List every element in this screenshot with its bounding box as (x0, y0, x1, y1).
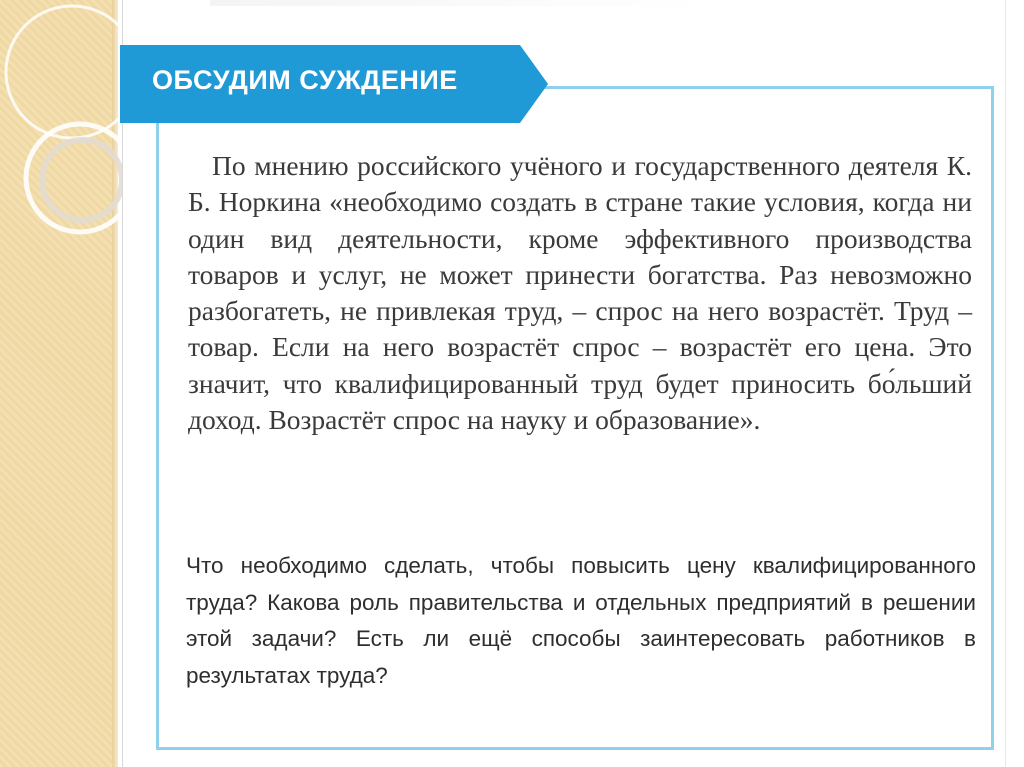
page-edge (1005, 0, 1006, 767)
quote-paragraph: По мнению российского учёного и государственного деятеля К. Б. Норкина «необходимо создать в стране такие условия, когда ни один вид деятельности, кроме эффективного производства товаров и услуг, не может принести богатства. Раз невозможно разбогатеть, не привлекая труд, – спрос на него возрастёт. Труд – товар. Если на него возрастёт спрос – возрастёт его цена. Это значит, что квалифицированный труд будет приносить бо́льший доход. Возрастёт спрос на науку и образование». (188, 150, 972, 436)
heading-banner (120, 45, 548, 123)
faded-text-remnant (210, 0, 710, 6)
decorative-rings (0, 0, 130, 260)
discussion-question: Что необходимо сделать, чтобы повысить цену квалифицированного труда? Какова роль правительства и отдельных предприятий в решении этой задачи? Есть ли ещё способы заинтересовать работников в результатах труда? (186, 553, 976, 688)
heading-title: ОБСУДИМ СУЖДЕНИЕ (152, 65, 458, 95)
